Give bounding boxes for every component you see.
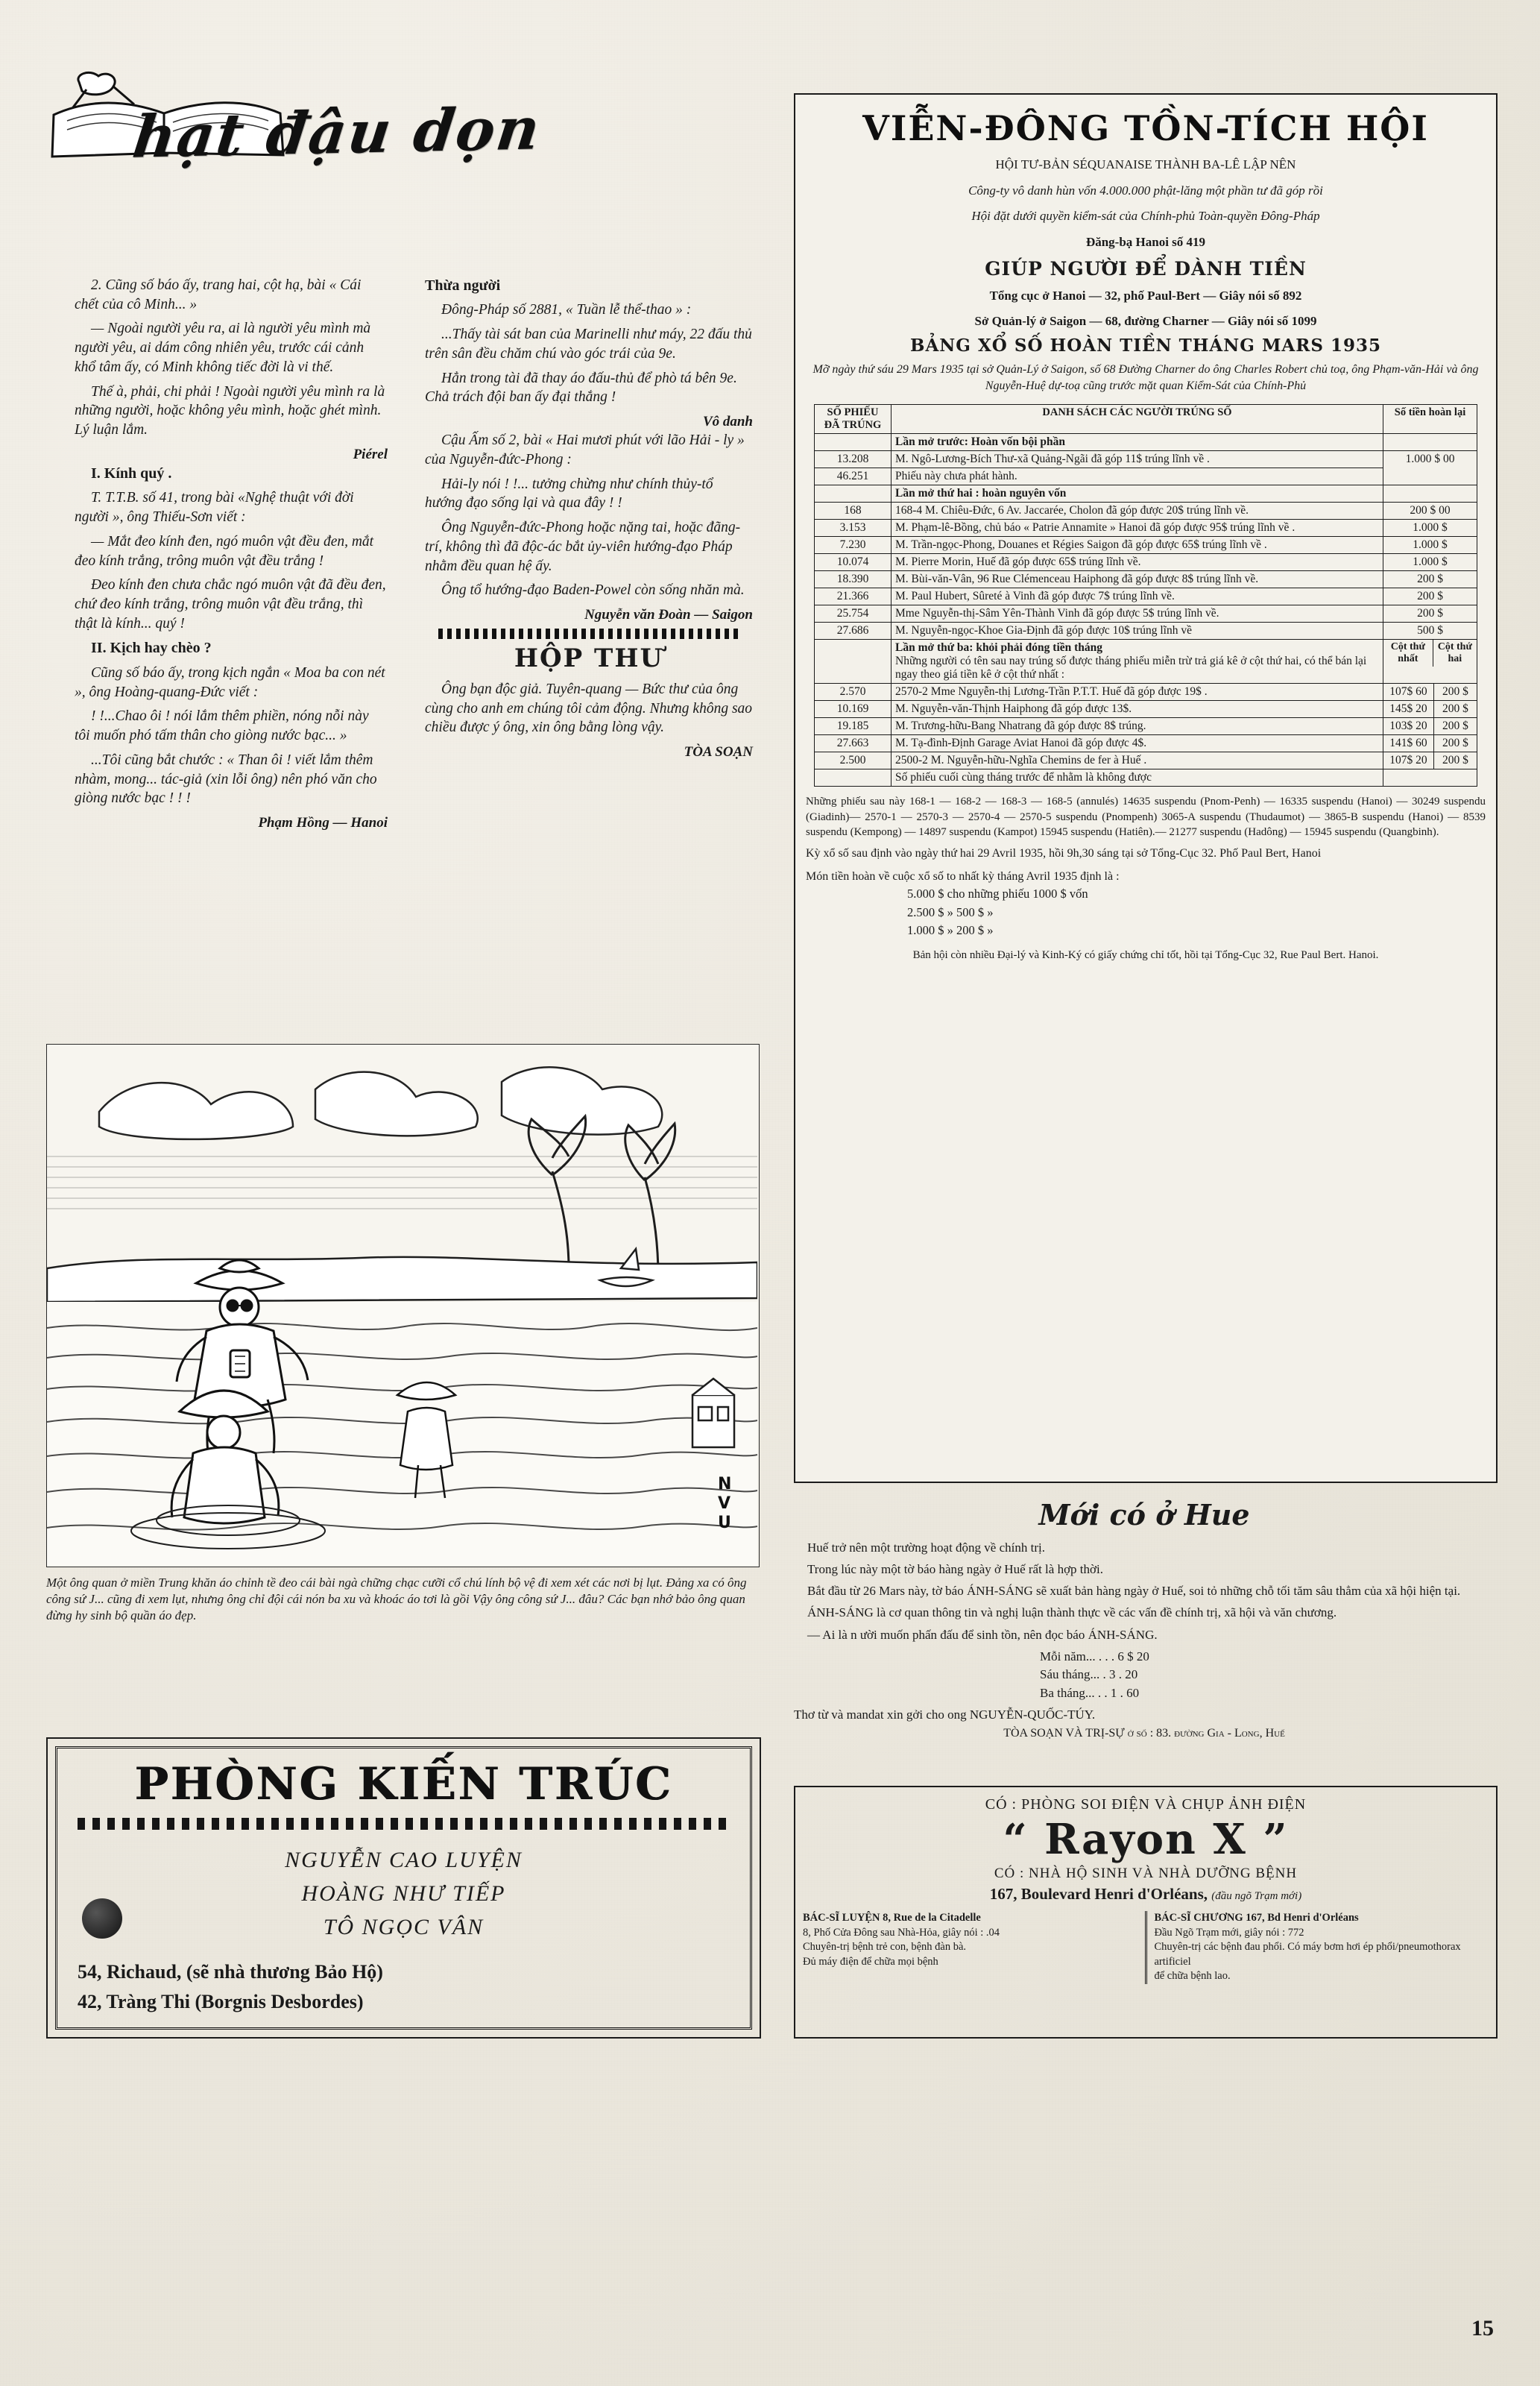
winner-name: M. Nguyễn-ngọc-Khoe Gia-Định đã góp được 10$ trúng lĩnh về xyxy=(892,623,1383,640)
paragraph: ...Thấy tài sát ban của Marinelli như máy, 22 đấu thủ trên sân đều chăm chú vào góc trái của 9e. xyxy=(425,327,752,362)
winner-name: 168-4 M. Chiêu-Đức, 6 Av. Jaccarée, Cholon đã góp được 20$ trúng lĩnh về. xyxy=(892,503,1383,520)
paragraph: — Ai là n ười muốn phấn đấu để sinh tồn, nên đọc báo ÁNH-SÁNG. xyxy=(807,1627,1158,1642)
paragraph: T. T.T.B. số 41, trong bài «Nghệ thuật với đời người », ông Thiếu-Sơn viết : xyxy=(75,490,354,526)
prize-amount: 200 $ xyxy=(1383,605,1477,623)
ticket-number: 168 xyxy=(815,503,892,520)
arch-address-2: 42, Tràng Thi (Borgnis Desbordes) xyxy=(78,1991,364,2013)
vien-dong-registration: Đăng-bạ Hanoi số 419 xyxy=(1085,234,1206,249)
doctor-chuong-column xyxy=(1147,1911,1497,1984)
table-row xyxy=(815,451,1477,468)
table-row xyxy=(815,554,1477,571)
subscription-year: Mỗi năm... . . . 6 $ 20 xyxy=(1040,1649,1149,1663)
winner-name: M. Paul Hubert, Sûreté à Vinh đã góp được 7$ trúng lĩnh về. xyxy=(892,588,1383,605)
value-col1: 141$ 60 xyxy=(1383,735,1433,752)
paragraph: Cậu Ấm số 2, bài « Hai mươi phút với lão Hải - ly » của Nguyễn-đức-Phong : xyxy=(425,432,745,468)
paragraph: Thế à, phải, chi phải ! Ngoài người yêu mình ra là những người, hoặc không yêu mình, hoặc ghét mình. Lý luận lắm. xyxy=(75,383,385,438)
winner-name: M. Tạ-đình-Định Garage Aviat Hanoi đã góp được 4$. xyxy=(892,735,1383,752)
th-amount: Số tiền hoàn lại xyxy=(1383,404,1477,434)
author-signature: Phạm Hồng — Hanoi xyxy=(258,815,388,831)
prize-amount: 1.000 $ xyxy=(1383,537,1477,554)
paragraph: Bắt đầu từ 26 Mars này, tờ báo ÁNH-SÁNG sẽ xuất bản hàng ngày ở Huế, soi tỏ những chỗ tối tăm sâu thẳm của xã hội hiện tại. xyxy=(807,1584,1461,1599)
section-heading: Thừa người xyxy=(425,277,501,294)
rayon-mid-line: CÓ : NHÀ HỘ SINH VÀ NHÀ DƯỠNG BỆNH xyxy=(994,1866,1298,1881)
th-winner-list: DANH SÁCH CÁC NGƯỜI TRÚNG SỐ xyxy=(892,404,1383,434)
doctor-chuong-name: BÁC-SĨ CHƯƠNG 167, Bd Henri d'Orléans xyxy=(1154,1912,1359,1924)
paragraph: Trong lúc này một tờ báo hàng ngày ở Huế rất là hợp thời. xyxy=(807,1562,1103,1577)
value-col1: 107$ 60 xyxy=(1383,684,1433,700)
winner-name: Mme Nguyễn-thị-Sâm Yên-Thành Vinh đã góp được 5$ trúng lĩnh về. xyxy=(892,605,1383,623)
vien-dong-draw-note: Mỡ ngày thứ sáu 29 Mars 1935 tại sở Quản-Lý ở Saigon, số 68 Đường Charner do ông Charles Robert chủ toạ, ông Phạm-văn-Hải và ông Nguyễn-Huệ dự-toạ cũng trước mặt quan Kiểm-Sát của Chính-Phủ xyxy=(812,362,1479,393)
col-head-second: Cột thứ hai xyxy=(1437,641,1472,665)
editorial-signature: TÒA SOẠN xyxy=(684,744,753,761)
section-row: Lần mở thứ hai : hoàn nguyên vốn xyxy=(892,485,1383,503)
vien-dong-slogan: GIÚP NGƯỜI ĐỂ DÀNH TIỀN xyxy=(985,257,1307,280)
table-row xyxy=(815,752,1477,769)
decorative-dot xyxy=(82,1898,122,1939)
th-ticket-number: SỐ PHIẾU ĐÃ TRÚNG xyxy=(815,404,892,434)
ticket-number: 3.153 xyxy=(815,520,892,537)
section-row: Lần mở trước: Hoàn vốn bội phần xyxy=(892,434,1383,451)
editorial-column-1 xyxy=(75,276,388,832)
subscription-3months: Ba tháng... . . 1 . 60 xyxy=(1040,1685,1140,1700)
prize-line-3: 1.000 $ » 200 $ » xyxy=(907,923,994,938)
vien-dong-line-1: HỘI TƯ-BẢN SÉQUANAISE THÀNH BA-LÊ LẬP NÊN xyxy=(995,157,1296,171)
ticket-number: 13.208 xyxy=(815,451,892,468)
winner-name: 2500-2 M. Nguyễn-hữu-Nghĩa Chemins de fer à Huế . xyxy=(892,752,1383,769)
paragraph: Ông bạn độc giả. Tuyên-quang — Bức thư của ông cùng cho anh em chúng tôi cảm động. Nhưng không sao chiều được ý ông, xin ông bằng lòng vậy. xyxy=(425,681,753,736)
col-head-first: Cột thứ nhất xyxy=(1383,640,1433,667)
paragraph: Cũng số báo ấy, trong kịch ngắn « Moa ba con nét », ông Hoàng-quang-Đức viết : xyxy=(75,664,385,700)
table-row xyxy=(815,701,1477,718)
suspended-tickets-note: Những phiếu sau này 168-1 — 168-2 — 168-3 — 168-5 (annulés) 14635 suspendu (Pnom-Penh) — 16335 suspendu (Hanoi) — 30249 suspendu (Giadinh)— 2570-1 — 2570-3 — 2570-4 — 2570-5 suspendu (Pnompenh) 3065-A suspendu (Thudaumot) — 3865-B suspendu (Hanoi) — 8539 suspendu (Kempong) — 14897 suspendu (Kampot) 15945 suspendu (Hatiên).— 21277 suspendu (Hadông) — 15945 suspendu (Quangbinh). xyxy=(806,796,1486,838)
rayon-x-advertisement[interactable] xyxy=(794,1786,1498,2039)
ticket-number: 2.500 xyxy=(815,752,892,769)
paragraph: 2. Cũng số báo ấy, trang hai, cột hạ, bài « Cái chết của cô Minh... » xyxy=(75,277,362,312)
paragraph: Ông tổ hướng-đạo Baden-Powel còn sống nhăn mà. xyxy=(441,582,745,599)
table-row xyxy=(815,605,1477,623)
winner-name: M. Trương-hữu-Bang Nhatrang đã góp được 8$ trúng. xyxy=(892,718,1383,735)
vien-dong-table-title: BẢNG XỔ SỐ HOÀN TIỀN THÁNG MARS 1935 xyxy=(910,335,1381,356)
arch-name: TÔ NGỌC VÂN xyxy=(323,1915,485,1939)
final-note: Số phiếu cuối cùng tháng trước để nhằm là không được xyxy=(892,769,1383,787)
doctor-luyen-specialty: Chuyên-trị bệnh trẻ con, bệnh đàn bà. xyxy=(803,1941,967,1954)
paragraph: Đông-Pháp số 2881, « Tuần lễ thể-thao » : xyxy=(441,302,692,318)
prize-amount: 1.000 $ 00 xyxy=(1383,451,1477,485)
table-row xyxy=(815,537,1477,554)
author-signature: Nguyễn văn Đoàn — Saigon xyxy=(584,607,753,623)
vien-dong-line-3: Hội đặt dưới quyền kiểm-sát của Chính-phủ Toàn-quyền Đông-Pháp xyxy=(971,209,1320,224)
masthead-title: hạt đậu dọn xyxy=(129,95,545,171)
prize-amount: 1.000 $ xyxy=(1383,554,1477,571)
paragraph: — Mắt đeo kính đen, ngó muôn vật đều đen, mắt đeo kính trắng, trông muôn vật đều trắng ! xyxy=(75,533,374,569)
arch-name: NGUYỄN CAO LUYỆN xyxy=(285,1848,523,1872)
doctor-chuong-specialty: Chuyên-trị các bệnh đau phổi. Có máy bơm hơi ép phổi/pneumothorax artificiel xyxy=(1154,1941,1461,1968)
winner-name: M. Bùi-văn-Vân, 96 Rue Clémenceau Haiphong đã góp được 8$ trúng lĩnh về. xyxy=(892,571,1383,588)
masthead xyxy=(45,67,760,194)
editorial-column-2 xyxy=(425,276,753,761)
winner-name: M. Nguyễn-văn-Thịnh Haiphong đã góp được 13$. xyxy=(892,701,1383,718)
table-row xyxy=(815,588,1477,605)
ticket-number: 25.754 xyxy=(815,605,892,623)
value-col2: 200 $ xyxy=(1442,685,1468,699)
section-heading: II. Kịch hay chèo ? xyxy=(91,640,212,657)
paragraph: Đeo kính đen chưa chắc ngó muôn vật đã đều đen, chứ đeo kính trắng, trông muôn vật đều trắng, thì thật là kính... quý ! xyxy=(75,577,386,632)
svg-text:N: N xyxy=(718,1475,732,1493)
illustration-caption: Một ông quan ở miền Trung khăn áo chỉnh tề đeo cái bài ngà chững chạc cưỡi cổ chú lính bộ vệ đi xem xét các nơi bị lụt. Đảng xa có ông công sứ J... cũng đi xem lụt, nhưng ông chỉ đội cái nón ba xu và khoác áo tơi là gồi Vậy ông công sứ J... đâu? Các bạn nhớ bảo ông quan đừng hy sinh bộ quần áo đẹp. xyxy=(46,1576,747,1623)
svg-text:U: U xyxy=(718,1514,731,1532)
section-heading: I. Kính quý . xyxy=(91,465,172,482)
lottery-results-table xyxy=(814,404,1477,787)
winner-name: M. Ngô-Lương-Bích Thư-xã Quảng-Ngãi đã góp 11$ trúng lĩnh về . xyxy=(892,451,1383,468)
table-row xyxy=(815,684,1477,701)
prize-intro: Món tiền hoàn về cuộc xổ số to nhất kỳ tháng Avril 1935 định là : xyxy=(806,869,1120,883)
ticket-number: 2.570 xyxy=(815,684,892,701)
ticket-number: 19.185 xyxy=(815,718,892,735)
value-col2: 200 $ xyxy=(1442,720,1468,733)
value-col2: 200 $ xyxy=(1442,702,1468,716)
table-row xyxy=(815,735,1477,752)
ticket-number: 7.230 xyxy=(815,537,892,554)
ticket-number: 27.686 xyxy=(815,623,892,640)
hue-title: Mới có ở Hue xyxy=(1038,1498,1250,1532)
flood-cartoon-drawing xyxy=(47,1045,757,1565)
vien-dong-saigon-office: Sở Quản-lý ở Saigon — 68, đường Charner — Giây nói số 1099 xyxy=(974,314,1317,329)
value-col1: 107$ 20 xyxy=(1383,752,1433,769)
ad-inner-border xyxy=(55,1746,752,2030)
hue-office-address: TÒA SOẠN VÀ TRỊ-SỰ ở số : 83. đường Gia - Long, Huế xyxy=(1003,1726,1285,1740)
hopthu-title: HỘP THƯ xyxy=(514,643,664,674)
value-col1: 103$ 20 xyxy=(1383,718,1433,734)
ticket-number: 46.251 xyxy=(815,468,892,485)
prize-amount: 200 $ 00 xyxy=(1383,503,1477,520)
doctor-chuong-note: để chữa bệnh lao. xyxy=(1154,1970,1231,1983)
paragraph: Hải-ly nói ! !... tưởng chừng như chính thủy-tổ hướng đạo sống lại và qua đây ! ! xyxy=(425,476,713,511)
winner-name: M. Trần-ngọc-Phong, Douanes et Régies Saigon đã góp được 65$ trúng lĩnh về . xyxy=(892,537,1383,554)
section-note: Những người có tên sau nay trúng số được tháng phiếu miễn trừ trả giá kê ở cột thứ hai, có thể bán lại ngay theo giá tiền kê ở cột thứ nhất : xyxy=(895,655,1367,682)
table-row xyxy=(815,718,1477,735)
decorative-divider xyxy=(438,629,739,639)
author-signature: Piérel xyxy=(353,446,388,462)
subscription-6months: Sáu tháng... . 3 . 20 xyxy=(1040,1667,1138,1682)
doctor-luyen-column xyxy=(795,1911,1147,1984)
winner-name: Phiếu này chưa phát hành. xyxy=(892,468,1383,485)
doctor-luyen-address: 8, Phố Cửa Đông sau Nhà-Hỏa, giây nói : .04 xyxy=(803,1926,1000,1939)
arch-address-1: 54, Richaud, (sẽ nhà thương Bảo Hộ) xyxy=(78,1961,383,1983)
section-row: Lần mở thứ ba: khỏi phải đóng tiền tháng xyxy=(895,641,1103,655)
arch-name: HOÀNG NHƯ TIẾP xyxy=(301,1881,506,1906)
paragraph: Hẳn trong tài đã thay áo đấu-thủ để phò tá bên 9e. Chả trách đội ban ấy đại thắng ! xyxy=(425,370,737,406)
arch-ad-title: PHÒNG KIẾN TRÚC xyxy=(134,1758,673,1810)
vien-dong-advertisement xyxy=(794,93,1498,1483)
doctor-chuong-address: Đầu Ngõ Trạm mới, giây nói : 772 xyxy=(1154,1926,1304,1939)
vien-dong-title: VIỄN-ĐÔNG TỒN-TÍCH HỘI xyxy=(862,108,1429,148)
paragraph: Ông Nguyễn-đức-Phong hoặc nặng tai, hoặc đãng-trí, không thì đã độc-ác bắt ủy-viên hướng-đạo Pháp nhằm đều quan hệ ấy. xyxy=(425,520,741,574)
value-col2: 200 $ xyxy=(1442,754,1468,767)
ticket-number: 10.169 xyxy=(815,701,892,718)
svg-text:V: V xyxy=(718,1494,731,1513)
prize-line-1: 5.000 $ cho những phiếu 1000 $ vốn xyxy=(907,886,1088,901)
value-col2: 200 $ xyxy=(1442,737,1468,750)
paragraph: — Ngoài người yêu ra, ai là người yêu mình mà người yêu, ai dám công nhiên yêu, trước cái cảnh khổ tâm ấy, có Minh không tiếc đời là vi thế. xyxy=(75,321,371,375)
prize-line-2: 2.500 $ » 500 $ » xyxy=(907,904,994,919)
winner-name: M. Phạm-lê-Bồng, chủ báo « Patrie Annamite » Hanoi đã góp được 95$ trúng lĩnh về . xyxy=(892,520,1383,537)
table-row xyxy=(815,503,1477,520)
hue-advertisement xyxy=(794,1495,1495,1752)
ticket-number: 21.366 xyxy=(815,588,892,605)
prize-amount: 500 $ xyxy=(1383,623,1477,640)
paragraph: ...Tôi cũng bắt chước : « Than ôi ! viết lắm thêm nhàm, mong... tác-giả (xin lỗi ông) nên phó văn cho giòng nước bạc ! ! ! xyxy=(75,752,377,807)
paragraph: ! !...Chao ôi ! nói lắm thêm phiền, nóng nỗi này tôi muốn phó tấm thân cho giòng nước bạc... » xyxy=(75,708,369,744)
table-row xyxy=(815,520,1477,537)
table-row xyxy=(815,571,1477,588)
vien-dong-hanoi-office: Tổng cục ở Hanoi — 32, phố Paul-Bert — Giây nói số 892 xyxy=(989,288,1302,303)
rayon-top-line: CÓ : PHÒNG SOI ĐIỆN VÀ CHỤP ẢNH ĐIỆN xyxy=(985,1796,1307,1813)
prize-amount: 200 $ xyxy=(1383,588,1477,605)
mandat-note: Thơ từ và mandat xin gởi cho ong NGUYỄN-QUỐC-TÚY. xyxy=(794,1707,1096,1722)
next-draw-note: Kỳ xổ số sau định vào ngày thứ hai 29 Avril 1935, hồi 9h,30 sáng tại sở Tổng-Cục 32. Phố Paul Bert, Hanoi xyxy=(806,847,1322,860)
ticket-number: 10.074 xyxy=(815,554,892,571)
paragraph: Huế trở nên một trường hoạt động về chính trị. xyxy=(807,1540,1045,1555)
table-row xyxy=(815,623,1477,640)
cartoon-illustration xyxy=(46,1044,760,1567)
paragraph: ÁNH-SÁNG là cơ quan thông tin và nghị luận thành thực về các vấn đề chính trị, xã hội và văn chương. xyxy=(807,1605,1337,1620)
value-col1: 145$ 20 xyxy=(1383,701,1433,717)
rayon-address: 167, Boulevard Henri d'Orléans, xyxy=(989,1885,1208,1903)
table-row xyxy=(815,468,1477,485)
vien-dong-line-2: Công-ty vô danh hùn vốn 4.000.000 phật-lăng một phần tư đã góp rồi xyxy=(968,183,1323,198)
prize-amount: 1.000 $ xyxy=(1383,520,1477,537)
ticket-number: 18.390 xyxy=(815,571,892,588)
ticket-number: 27.663 xyxy=(815,735,892,752)
rayon-x-logo: “ Rayon X ” xyxy=(1003,1815,1289,1864)
page-number: 15 xyxy=(1471,2316,1494,2341)
agency-note: Bản hội còn nhiều Đại-lý và Kinh-Ký có giấy chứng chỉ tốt, hồi tại Tổng-Cục 32, Rue Paul Bert. Hanoi. xyxy=(912,949,1379,962)
rayon-address-note: (đầu ngõ Trạm mới) xyxy=(1211,1890,1302,1902)
winner-name: 2570-2 Mme Nguyễn-thị Lương-Trần P.T.T. Huế đã góp được 19$ . xyxy=(892,684,1383,701)
prize-amount: 200 $ xyxy=(1383,571,1477,588)
architecture-advertisement[interactable] xyxy=(46,1737,761,2039)
doctor-luyen-name: BÁC-SĨ LUYỆN 8, Rue de la Citadelle xyxy=(803,1912,981,1924)
doctor-luyen-equipment: Đủ máy điện để chữa mọi bệnh xyxy=(803,1955,938,1968)
winner-name: M. Pierre Morin, Huế đã góp được 65$ trúng lĩnh về. xyxy=(892,554,1383,571)
author-signature: Vô danh xyxy=(702,414,753,430)
